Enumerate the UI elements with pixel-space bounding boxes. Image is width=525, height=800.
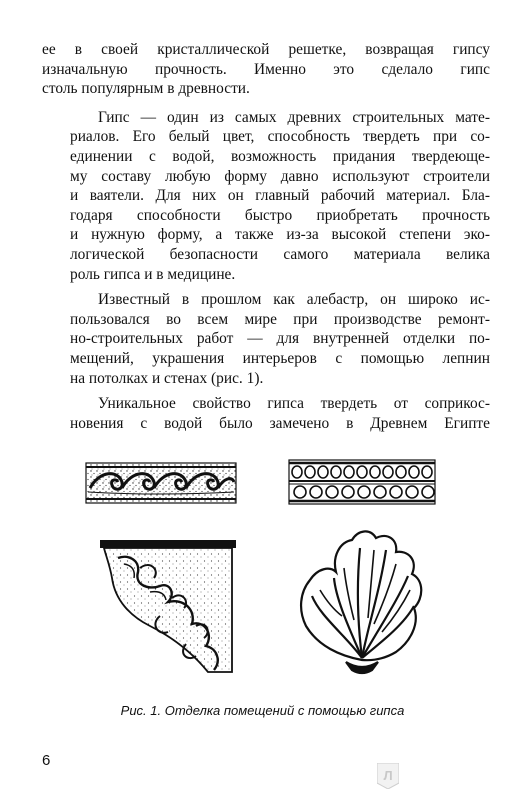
text-line: роль гипса и в медицине.	[70, 265, 236, 283]
page-number: 6	[42, 752, 51, 769]
text-line: му составу любую форму давно используют строители	[70, 167, 490, 185]
paragraph-2	[42, 108, 490, 284]
text-line: но-строительных работ — для внутренней отделки по-	[70, 330, 490, 348]
text-line: Гипс — один из самых древних строительных мате-	[98, 108, 490, 126]
publisher-logo-icon	[377, 763, 399, 789]
text-line: и ваятели. Для них он главный рабочий материал. Бла-	[70, 187, 490, 205]
acanthus-corbel-illustration	[100, 540, 236, 672]
text-line: логической безопасности самого материала велика	[70, 245, 490, 263]
svg-text:Л: Л	[383, 768, 393, 783]
body-text	[42, 40, 490, 433]
text-line: новения с водой было замечено в Древнем Египте	[70, 414, 490, 432]
text-line: столь популярным в древности.	[42, 80, 250, 98]
text-line: изначальную прочность. Именно это сделало гипс	[42, 60, 490, 78]
text-line: ее в своей кристаллической решетке, возвращая гипсу	[42, 41, 490, 58]
text-line: единении с водой, возможность придания твердеюще-	[70, 147, 490, 165]
shell-palmette-illustration	[301, 531, 421, 673]
text-line: мещений, украшения интерьеров с помощью лепнин	[70, 349, 490, 367]
figure-caption: Рис. 1. Отделка помещений с помощью гипса	[120, 703, 405, 718]
paragraph-4	[42, 394, 490, 433]
bead-molding-illustration	[289, 460, 435, 504]
text-line: пользовался во всем мире при производстве ремонт-	[70, 310, 490, 328]
figure-illustrations	[0, 440, 525, 700]
text-line: Уникальное свойство гипса твердеть от соприкос-	[98, 395, 490, 413]
text-line: риалов. Его белый цвет, способность твердеть при со-	[70, 128, 490, 146]
text-line: на потолках и стенах (рис. 1).	[70, 369, 264, 387]
text-line: Известный в прошлом как алебастр, он широко ис-	[98, 291, 490, 309]
text-line: годаря способности быстро приобретать прочность	[70, 206, 490, 224]
wave-frieze-illustration	[86, 463, 236, 503]
paragraph-1	[42, 40, 490, 99]
text-line: и нужную форму, а также из-за высокой степени эко-	[70, 226, 490, 244]
paragraph-3	[42, 290, 490, 388]
